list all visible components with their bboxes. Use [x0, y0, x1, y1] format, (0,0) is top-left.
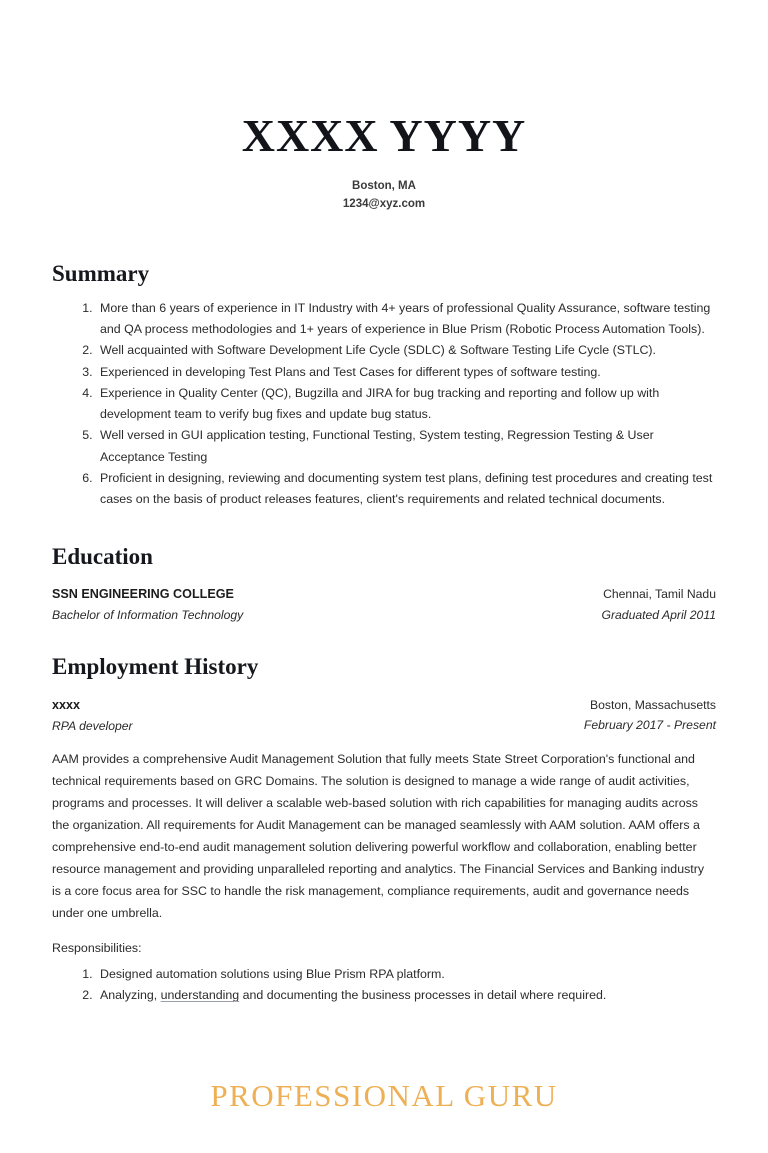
education-date: Graduated April 2011	[601, 607, 716, 622]
responsibility-text-after: and documenting the business processes in detail where required.	[239, 988, 607, 1003]
summary-heading: Summary	[52, 260, 150, 286]
education-section	[52, 543, 716, 625]
education-entry-right	[601, 584, 716, 624]
summary-list-item: 5. Well versed in GUI application testing, Functional Testing, System testing, Regression Testing & User Acceptance Testing	[96, 425, 716, 468]
contact-email: 1234@xyz.com	[342, 198, 426, 211]
candidate-name: XXXX YYYY	[241, 110, 527, 161]
employment-date: February 2017 - Present	[583, 718, 716, 732]
spellcheck-underlined-word: understanding	[160, 988, 240, 1003]
summary-list	[52, 298, 716, 511]
education-school: SSN ENGINEERING COLLEGE	[52, 587, 234, 602]
employment-title: RPA developer	[52, 718, 133, 733]
responsibilities-label: Responsibilities:	[52, 941, 142, 956]
education-entry-left	[52, 584, 243, 625]
employment-entry	[52, 695, 716, 736]
summary-list-item: 2. Well acquainted with Software Development Life Cycle (SDLC) & Software Testing Life Cycle (STLC).	[96, 340, 716, 361]
summary-list-item: 4. Experience in Quality Center (QC), Bugzilla and JIRA for bug tracking and reporting and follow up with development team to verify bug fixes and update bug status.	[96, 383, 716, 426]
education-location: Chennai, Tamil Nadu	[603, 587, 716, 602]
responsibility-text-before: Analyzing,	[100, 988, 161, 1003]
responsibility-item	[96, 985, 716, 1006]
summary-list-item: 1. More than 6 years of experience in IT Industry with 4+ years of professional Quality Assurance, software testing and QA process methodologies and 1+ years of experience in Blue Prism (Robotic Process Automation Tools).	[96, 298, 716, 341]
employment-company: xxxx	[52, 697, 81, 712]
education-degree: Bachelor of Information Technology	[52, 608, 244, 623]
education-entry	[52, 584, 716, 625]
summary-list-item: 6. Proficient in designing, reviewing and documenting system test plans, defining test procedures and creating test cases on the basis of product releases features, client's requirements and related technical documents.	[96, 468, 716, 511]
education-heading: Education	[52, 543, 153, 569]
employment-heading: Employment History	[52, 654, 259, 680]
employment-entry-left	[52, 695, 133, 736]
resume-header	[52, 0, 716, 214]
employment-location: Boston, Massachusetts	[590, 697, 716, 712]
summary-section	[52, 260, 716, 511]
summary-list-item: 3. Experienced in developing Test Plans and Test Cases for different types of software testing.	[96, 362, 716, 383]
employment-description: AAM provides a comprehensive Audit Management Solution that fully meets State Street Corporation's functional and technical requirements based on GRC Domains. The solution is designed to manage a wide range of audit activities, programs and processes. It will deliver a scalable web-based solution with rich capabilities for managing audits across the organization. All requirements for Audit Management can be managed seamlessly with AAM solution. AAM offers a comprehensive end-to-end audit management solution delivering powerful workflow and collaboration, enabling better resource management and providing unparalleled reporting and analytics. The Financial Services and Banking industry is a core focus area for SSC to handle the risk management, compliance requirements, audit and governance needs under one umbrella.	[52, 751, 705, 921]
contact-location: Boston, MA	[352, 180, 416, 193]
watermark-professional-guru: PROFESSIONAL GURU	[210, 1078, 558, 1113]
employment-entry-right	[584, 695, 716, 735]
responsibilities-list	[52, 964, 716, 1007]
responsibility-item: 1. Designed automation solutions using Blue Prism RPA platform.	[96, 964, 716, 985]
employment-section	[52, 653, 716, 1006]
contact-block	[52, 178, 716, 214]
